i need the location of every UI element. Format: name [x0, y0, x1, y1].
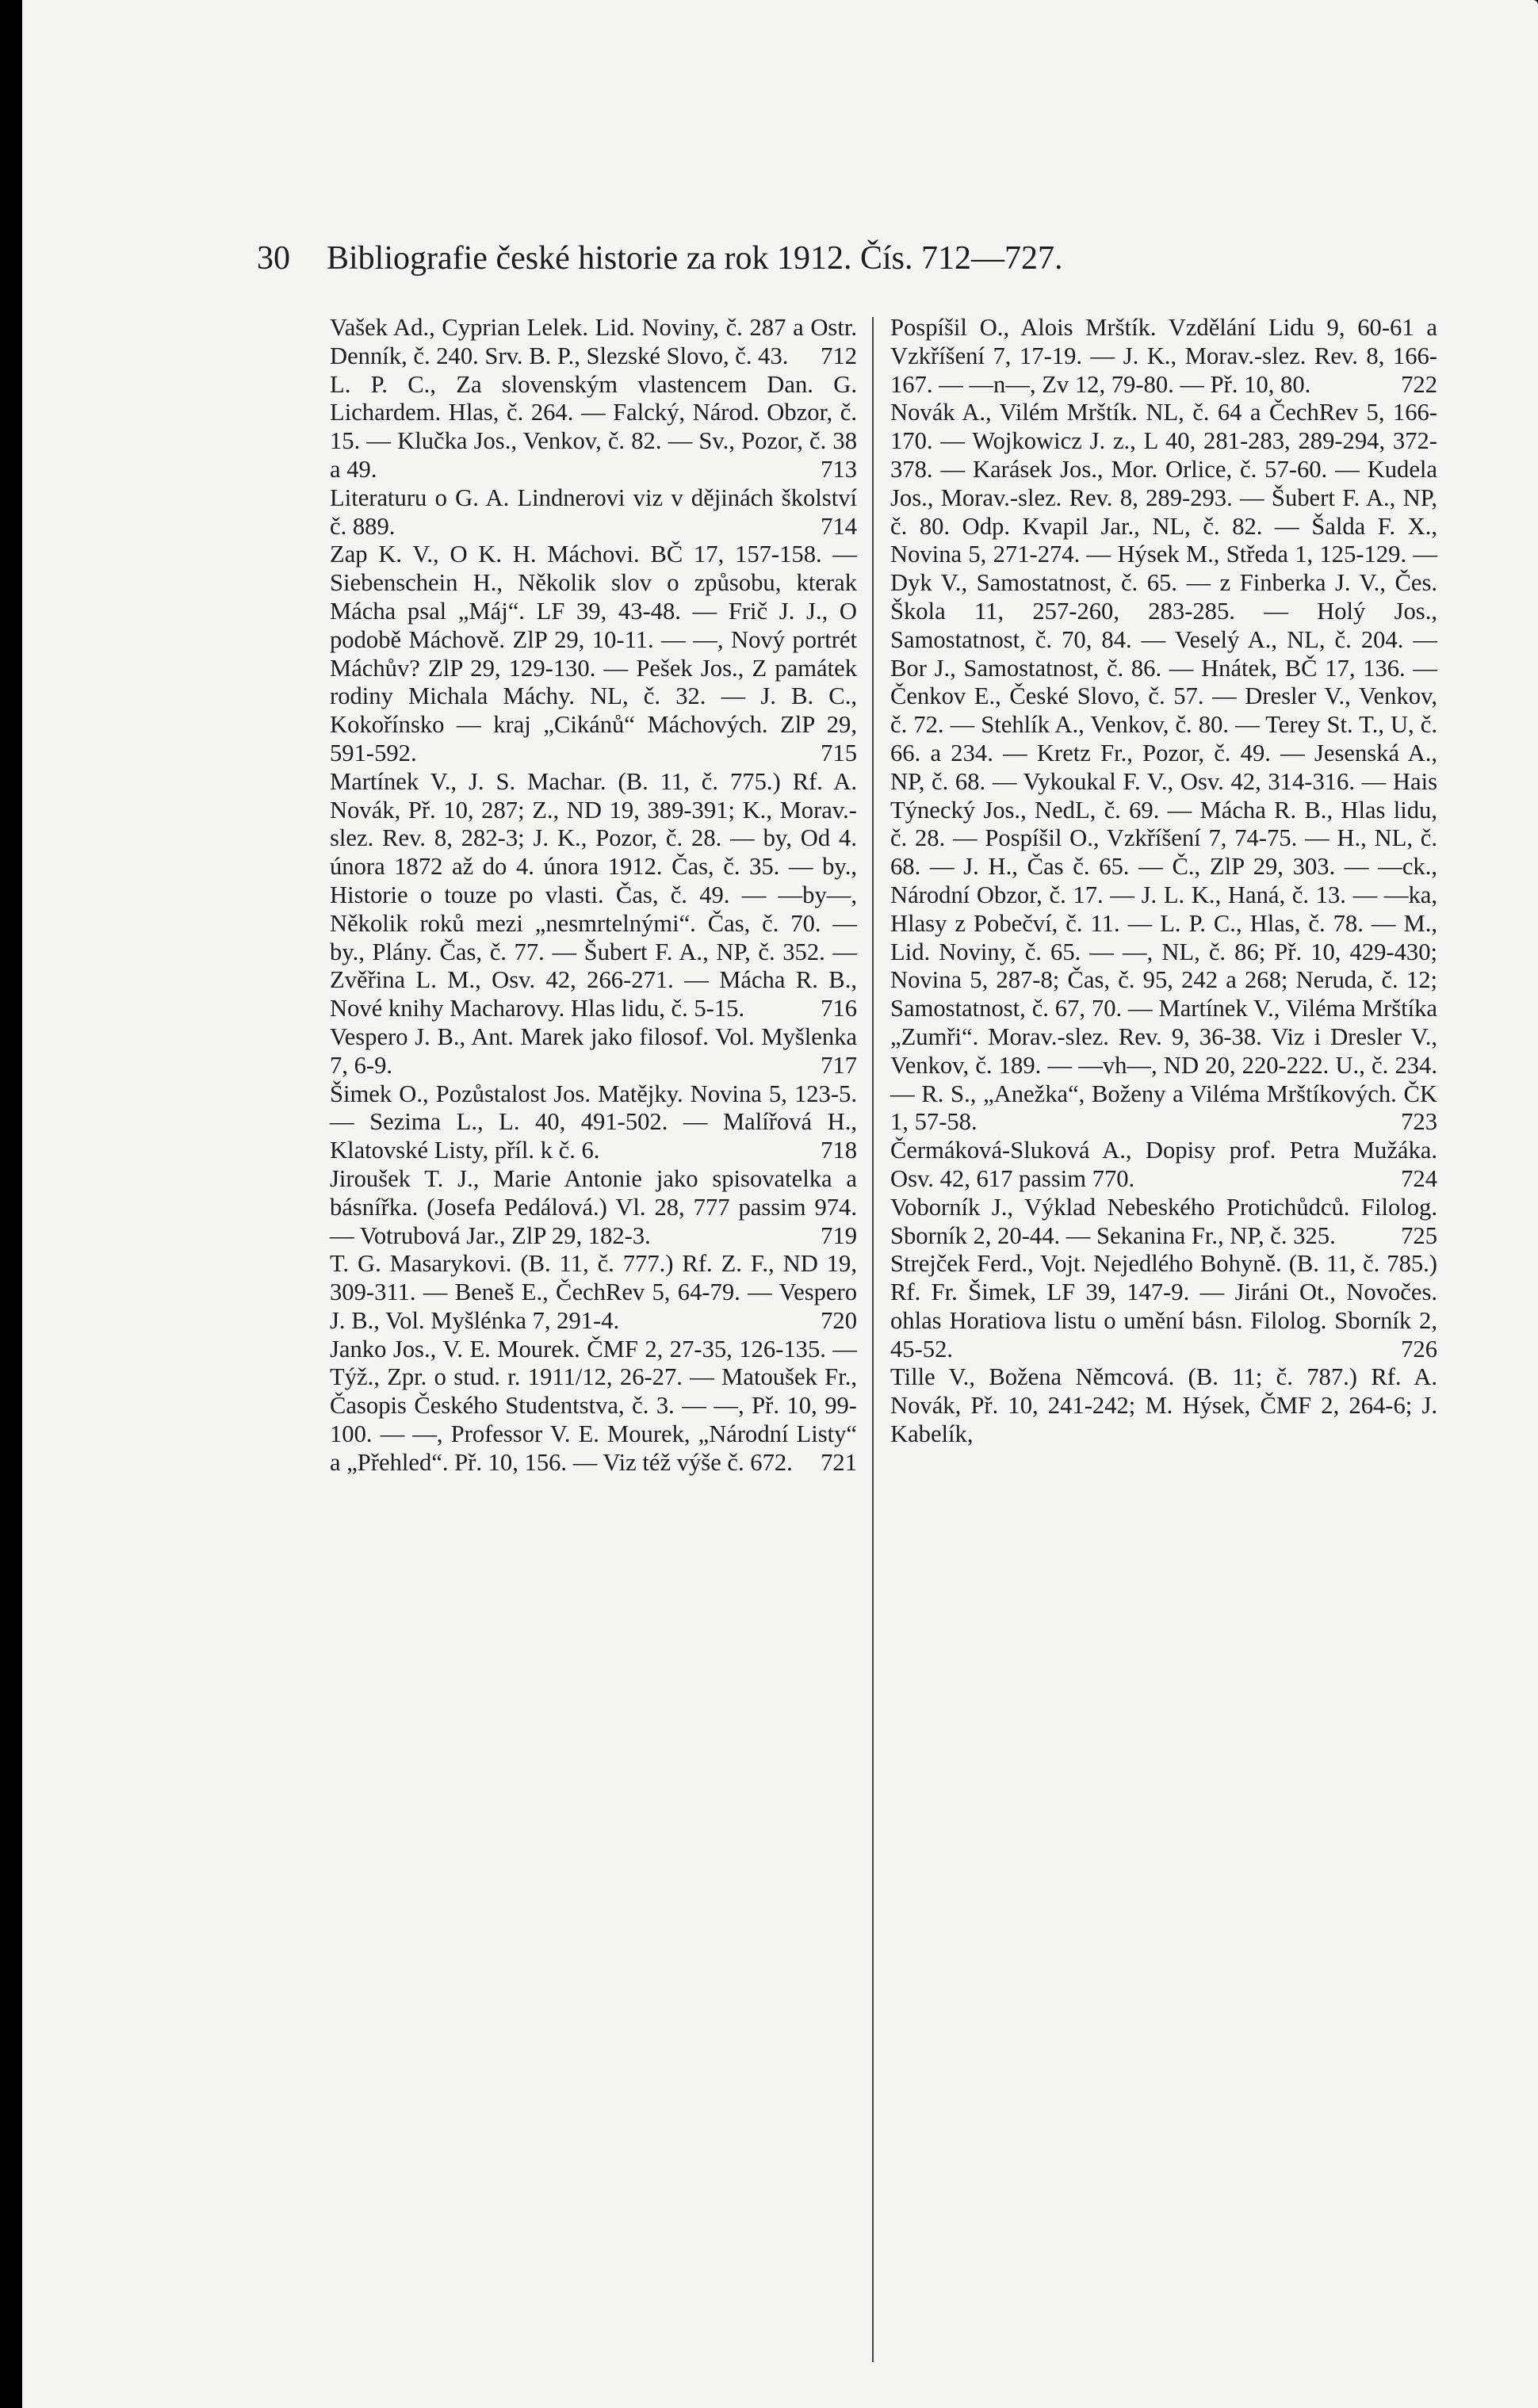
- bibliography-entry-722: [890, 314, 1437, 399]
- entry-text: Martínek V., J. S. Machar. (B. 11, č. 775.) Rf. A. Novák, Př. 10, 287; Z., ND 19, 389-391; K., Morav.-slez. Rev. 8, 282-3; J. K., Pozor, č. 28. — by, Od 4. února 1872 až do 4. února 1912. Čas, č. 35. — by., Historie o touze po vlasti. Čas, č. 49. — —by—, Několik roků mezi „nesmrtelnými“. Čas, č. 70. — by., Plány. Čas, č. 77. — Šubert F. A., NP, č. 352. — Zvěřina L. M., Osv. 42, 266-271. — Mácha R. B., Nové knihy Macharovy. Hlas lidu, č. 5-15.: [330, 767, 857, 1022]
- page-number: 30: [257, 240, 290, 277]
- bibliography-entry-719: [330, 1165, 857, 1250]
- entry-number: 715: [821, 739, 857, 766]
- entry-number: 724: [1401, 1164, 1437, 1192]
- entry-text: Tille V., Božena Němcová. (B. 11; č. 787.) Rf. A. Novák, Př. 10, 241-242; M. Hýsek, ČMF 2, 264-6; J. Kabelík,: [890, 1363, 1437, 1448]
- entry-text: Vespero J. B., Ant. Marek jako filosof. Vol. Myšlenka 7, 6-9.: [330, 1022, 857, 1079]
- entry-text: Pospíšil O., Alois Mrštík. Vzdělání Lidu 9, 60-61 a Vzkříšení 7, 17-19. — J. K., Morav.-slez. Rev. 8, 166-167. — —n—, Zv 12, 79-80. — Př. 10, 80.: [890, 314, 1437, 398]
- bibliography-entry-720: [330, 1250, 857, 1335]
- entry-number: 720: [821, 1306, 857, 1334]
- entry-number: 714: [821, 512, 857, 540]
- entry-text: Jiroušek T. J., Marie Antonie jako spisovatelka a básnířka. (Josefa Pedálová.) Vl. 28, 777 passim 974. — Votrubová Jar., ZlP 29, 182-3.: [330, 1164, 857, 1249]
- bibliography-entry-715: [330, 541, 857, 767]
- entry-text: T. G. Masarykovi. (B. 11, č. 777.) Rf. Z. F., ND 19, 309-311. — Beneš E., ČechRev 5, 64-79. — Vespero J. B., Vol. Myšlénka 7, 291-4.: [330, 1250, 857, 1334]
- entry-number: 718: [821, 1137, 857, 1164]
- entry-text: Novák A., Vilém Mrštík. NL, č. 64 a ČechRev 5, 166-170. — Wojkowicz J. z., L 40, 281-283, 289-294, 372-378. — Karásek Jos., Mor. Orlice, č. 57-60. — Kudela Jos., Morav.-slez. Rev. 8, 289-293. — Šubert F. A., NP, č. 80. Odp. Kvapil Jar., NL, č. 82. — Šalda F. X., Novina 5, 271-274. — Hýsek M., Středa 1, 125-129. — Dyk V., Samostatnost, č. 65. — z Finberka J. V., Čes. Škola 11, 257-260, 283-285. — Holý Jos., Samostatnost, č. 70, 84. — Veselý A., NL, č. 204. — Bor J., Samostatnost, č. 86. — Hnátek, BČ 17, 136. — Čenkov E., České Slovo, č. 57. — Dresler V., Venkov, č. 72. — Stehlík A., Venkov, č. 80. — Terey St. T., U, č. 66. a 234. — Kretz Fr., Pozor, č. 49. — Jesenská A., NP, č. 68. — Vykoukal F. V., Osv. 42, 314-316. — Hais Týnecký Jos., NedL, č. 69. — Mácha R. B., Hlas lidu, č. 28. — Pospíšil O., Vzkříšení 7, 74-75. — H., NL, č. 68. — J. H., Čas č. 65. — Č., ZlP 29, 303. — —ck., Národní Obzor, č. 17. — J. L. K., Haná, č. 13. — —ka, Hlasy z Pobečví, č. 11. — L. P. C., Hlas, č. 78. — M., Lid. Noviny, č. 65. — —, NL, č. 86; Př. 10, 429-430; Novina 5, 287-8; Čas, č. 95, 242 a 268; Neruda, č. 12; Samostatnost, č. 67, 70. — Martínek V., Viléma Mrštíka „Zumři“. Morav.-slez. Rev. 9, 36-38. Viz i Dresler V., Venkov, č. 189. — —vh—, ND 20, 220-222. U., č. 234. — R. S., „Anežka“, Boženy a Viléma Mrštíkových. ČK 1, 57-58.: [890, 399, 1437, 1136]
- entry-text: Literaturu o G. A. Lindnerovi viz v dějinách školství č. 889.: [330, 484, 857, 540]
- bibliography-entry-714: [330, 484, 857, 541]
- page-header: [257, 239, 1063, 277]
- bibliography-entry-724: [890, 1137, 1437, 1194]
- bibliography-entry-717: [330, 1023, 857, 1080]
- entry-number: 721: [821, 1448, 857, 1476]
- left-column: [330, 314, 857, 1477]
- entry-number: 712: [821, 342, 857, 369]
- bibliography-entry-716: [330, 768, 857, 1023]
- entry-text: Vašek Ad., Cyprian Lelek. Lid. Noviny, č. 287 a Ostr. Denník, č. 240. Srv. B. P., Slezské Slovo, č. 43.: [330, 314, 857, 369]
- entry-number: 725: [1401, 1221, 1437, 1249]
- entry-text: Voborník J., Výklad Nebeského Protichůdců. Filolog. Sborník 2, 20-44. — Sekanina Fr., NP, č. 325.: [890, 1193, 1437, 1249]
- entry-number: 716: [821, 995, 857, 1022]
- entry-text: Janko Jos., V. E. Mourek. ČMF 2, 27-35, 126-135. — Týž., Zpr. o stud. r. 1911/12, 26-27. — Matoušek Fr., Časopis Českého Studentstva, č. 3. — —, Př. 10, 99-100. — —, Professor V. E. Mourek, „Národní Listy“ a „Přehled“. Př. 10, 156. — Viz též výše č. 672.: [330, 1335, 857, 1476]
- running-title: Bibliografie české historie za rok 1912. Čís. 712—727.: [327, 240, 1063, 277]
- right-column: [890, 314, 1437, 1449]
- bibliography-entry-721: [330, 1336, 857, 1477]
- entry-number: 717: [821, 1051, 857, 1079]
- entry-number: 726: [1401, 1335, 1437, 1363]
- bibliography-entry-713: [330, 371, 857, 484]
- entry-text: Zap K. V., O K. H. Máchovi. BČ 17, 157-158. — Siebenschein H., Několik slov o způsobu, kterak Mácha psal „Máj“. LF 39, 43-48. — Frič J. J., O podobě Máchově. ZlP 29, 10-11. — —, Nový portrét Máchův? ZlP 29, 129-130. — Pešek Jos., Z památek rodiny Michala Máchy. NL, č. 32. — J. B. C., Kokořínsko — kraj „Cikánů“ Máchových. ZlP 29, 591-592.: [330, 541, 857, 766]
- column-divider: [872, 317, 874, 2362]
- bibliography-entry-725: [890, 1194, 1437, 1251]
- bibliography-entry-718: [330, 1080, 857, 1165]
- entry-text: Šimek O., Pozůstalost Jos. Matějky. Novina 5, 123-5. — Sezima L., L. 40, 491-502. — Malířová H., Klatovské Listy, příl. k č. 6.: [330, 1080, 857, 1164]
- bibliography-entry-726: [890, 1250, 1437, 1363]
- bibliography-entry-723: [890, 399, 1437, 1137]
- bibliography-entry-727: [890, 1363, 1437, 1448]
- entry-number: 719: [821, 1221, 857, 1249]
- entry-number: 722: [1401, 370, 1437, 398]
- page-sheet: [22, 0, 1538, 2408]
- entry-number: 723: [1401, 1108, 1437, 1136]
- entry-text: Strejček Ferd., Vojt. Nejedlého Bohyně. (B. 11, č. 785.) Rf. Fr. Šimek, LF 39, 147-9. — Jiráni Ot., Novočes. ohlas Horatiova listu o umění básn. Filolog. Sborník 2, 45-52.: [890, 1250, 1437, 1363]
- entry-number: 713: [821, 455, 857, 483]
- bibliography-entry-712: [330, 314, 857, 371]
- entry-text: L. P. C., Za slovenským vlastencem Dan. G. Lichardem. Hlas, č. 264. — Falcký, Národ. Obzor, č. 15. — Klučka Jos., Venkov, č. 82. — Sv., Pozor, č. 38 a 49.: [330, 370, 857, 483]
- entry-text: Čermáková-Sluková A., Dopisy prof. Petra Mužáka. Osv. 42, 617 passim 770.: [890, 1137, 1437, 1192]
